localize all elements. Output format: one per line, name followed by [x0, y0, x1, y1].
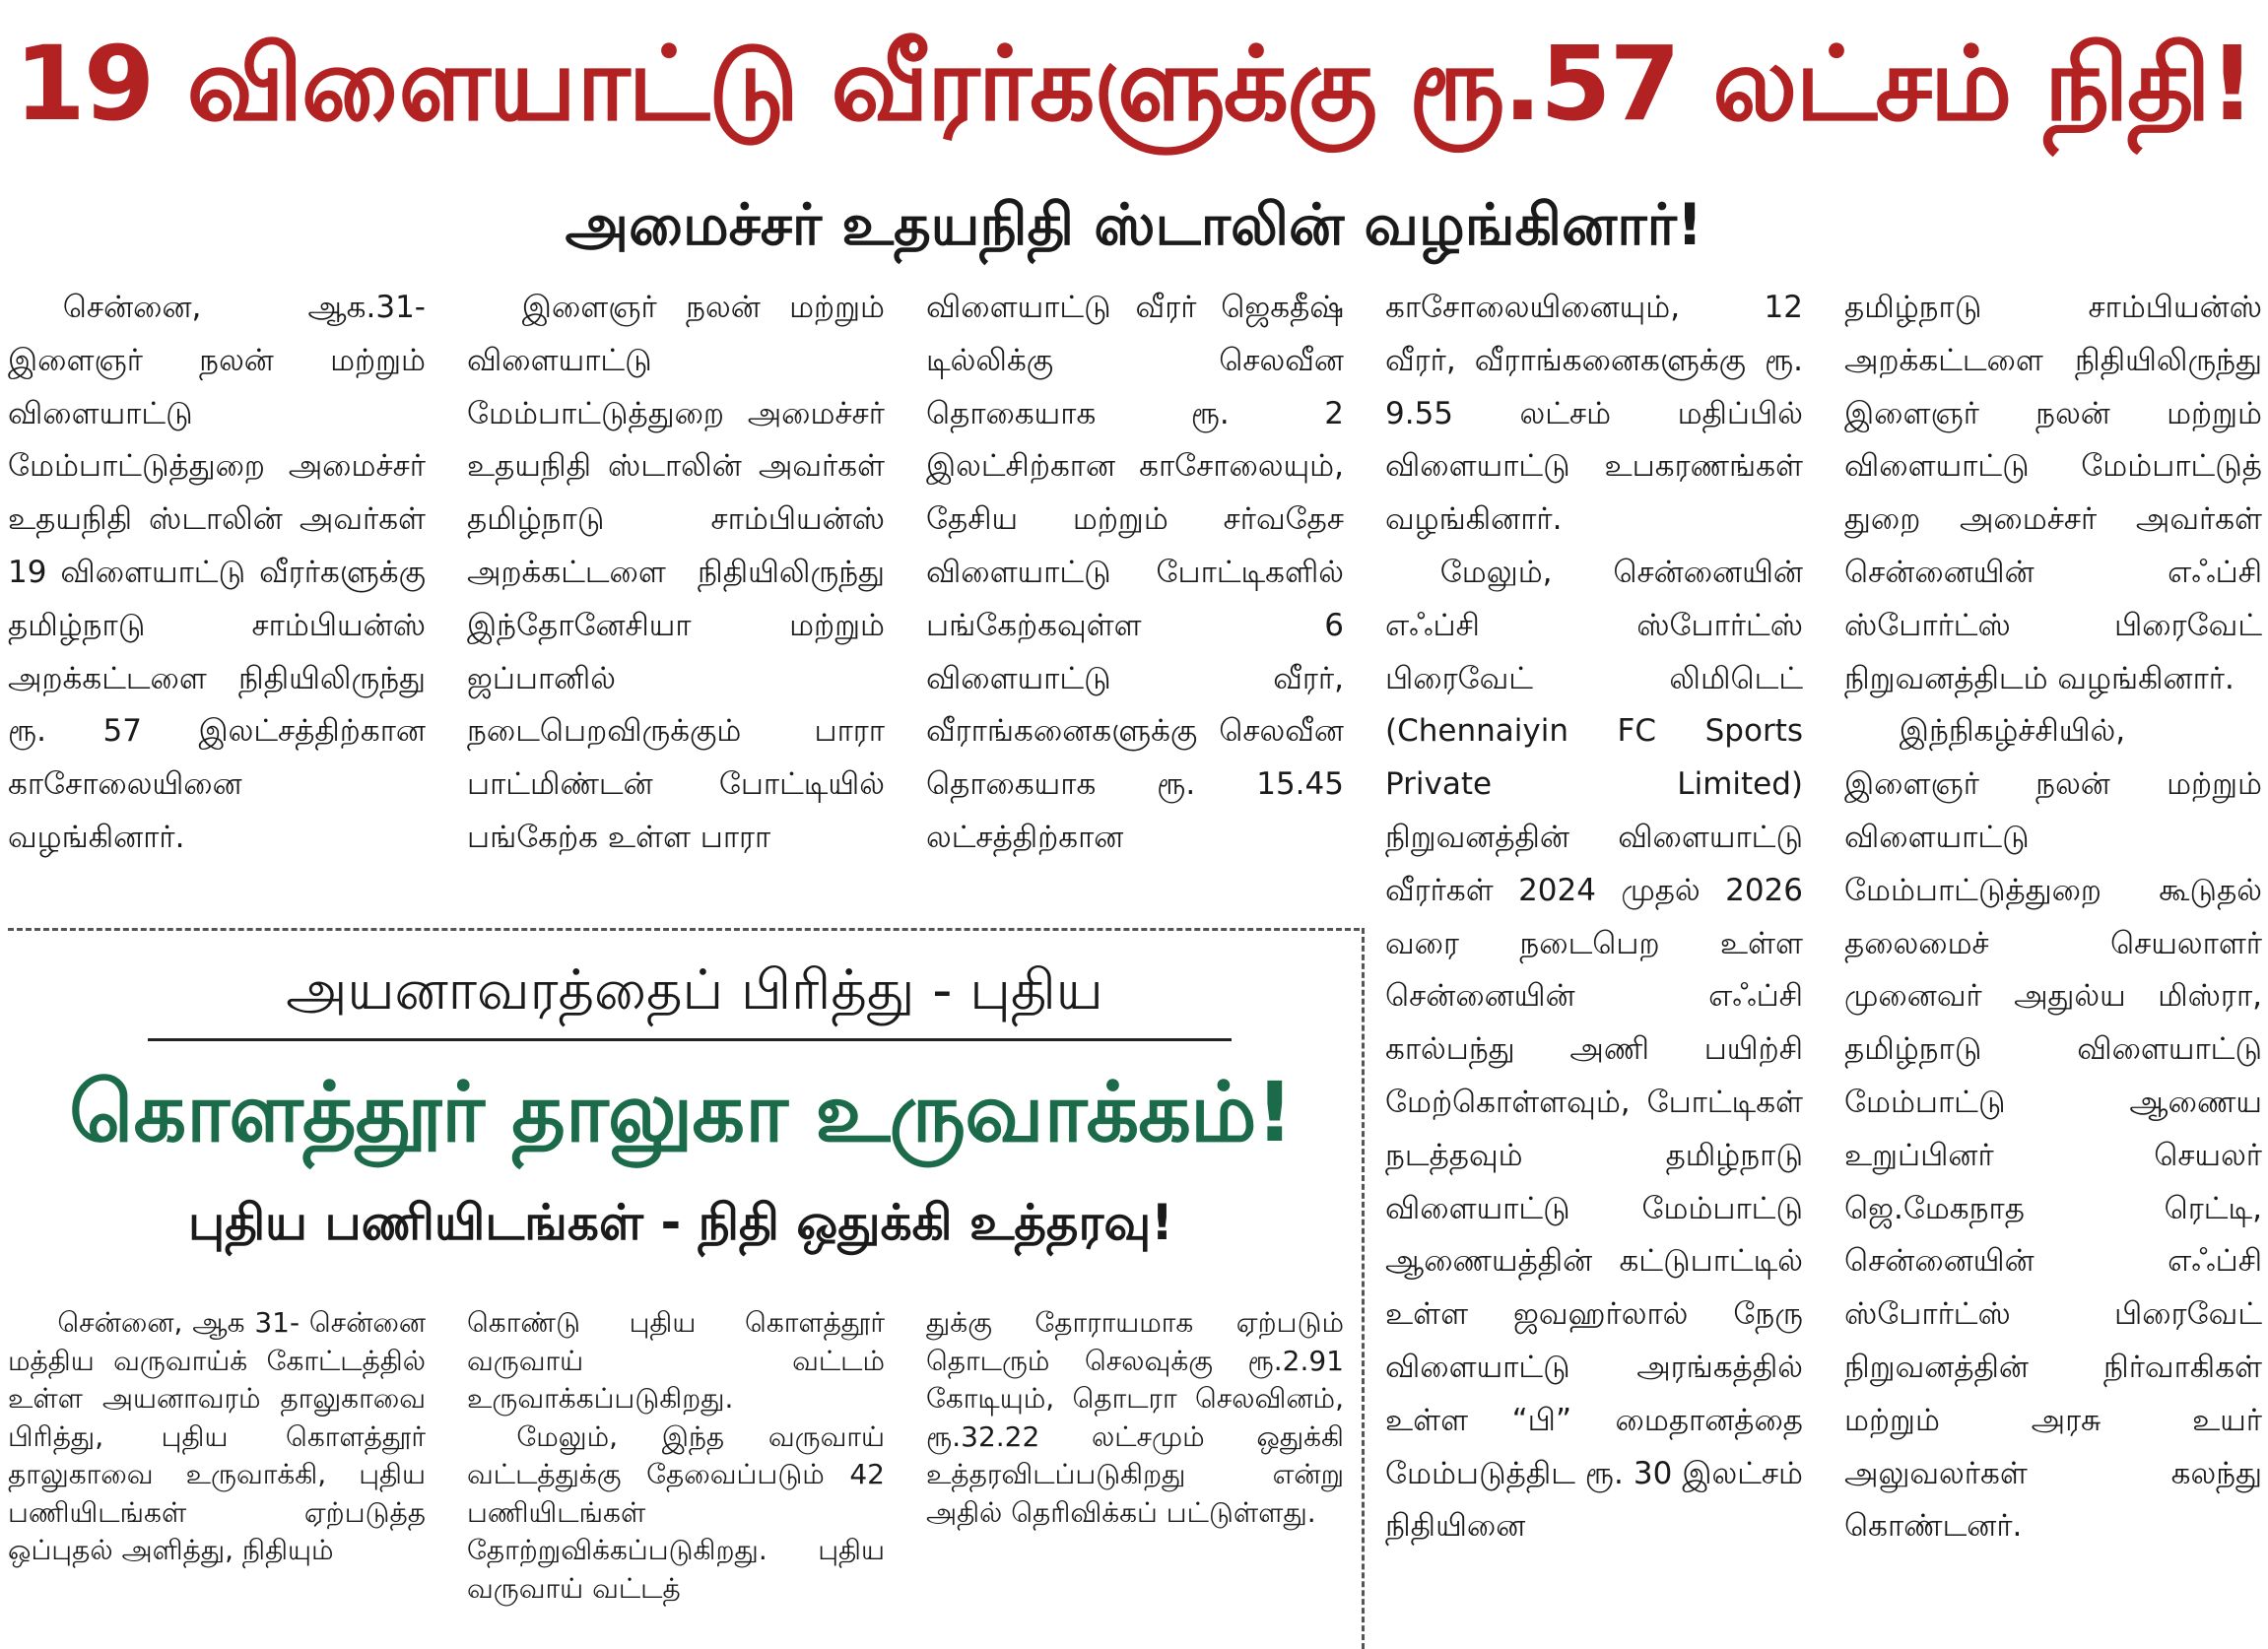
- story2-column-2: [467, 1304, 885, 1649]
- story2-column-3: [926, 1304, 1344, 1649]
- story1-col4-text-2: மேலும், சென்னையின் எஃப்சி ஸ்போர்ட்ஸ் பிரைவேட் லிமிடெட் (Chennaiyin FC Sports Private Limited) நிறுவனத்தின் விளையாட்டு வீரர்கள் 2024 முதல் 2026 வரை நடைபெற உள்ள சென்னையின் எஃப்சி கால்பந்து அணி பயிற்சி மேற்கொள்ளவும், போட்டிகள் நடத்தவும் தமிழ்நாடு விளையாட்டு மேம்பாட்டு ஆணையத்தின் கட்டுபாட்டில் உள்ள ஜவஹர்லால் நேரு விளையாட்டு அரங்கத்தில் உள்ள “பி” மைதானத்தை மேம்படுத்திட ரூ. 30 இலட்சம் நிதியினை: [1385, 554, 1803, 1545]
- column-divider: [1362, 928, 1365, 1649]
- story1-column-3: [926, 282, 1344, 892]
- story2-col2-text-2: மேலும், இந்த வருவாய் வட்டத்துக்கு தேவைப்படும் 42 பணியிடங்கள் தோற்றுவிக்கப்படுகிறது. புதிய வருவாய் வட்டத்: [467, 1419, 885, 1605]
- story1-col1-text: சென்னை, ஆக.31- இளைஞர் நலன் மற்றும் விளையாட்டு மேம்பாட்டுத்துறை அமைச்சர் உதயநிதி ஸ்டாலின் அவர்கள் 19 விளையாட்டு வீரர்களுக்கு தமிழ்நாடு சாம்பியன்ஸ் அறக்கட்டளை நிதியிலிருந்து ரூ. 57 இலட்சத்திற்கான காசோலையினை வழங்கினார்.: [8, 290, 426, 855]
- story2-kicker: அயனாவரத்தைப் பிரித்து - புதிய: [286, 958, 1103, 1022]
- story2-col3-text: துக்கு தோராயமாக ஏற்படும் தொடரும் செலவுக்கு ரூ.2.91 கோடியும், தொடரா செலவினம், ரூ.32.22 லட்சமும் ஒதுக்கி உத்தரவிடப்படுகிறது என்று அதில் தெரிவிக்கப் பட்டுள்ளது.: [926, 1306, 1344, 1529]
- story1-col3-text: விளையாட்டு வீரர் ஜெகதீஷ் டில்லிக்கு செலவீன தொகையாக ரூ. 2 இலட்சிற்கான காசோலையும், தேசிய மற்றும் சர்வதேச விளையாட்டு போட்டிகளில் பங்கேற்கவுள்ள 6 விளையாட்டு வீரர், வீராங்கனைகளுக்கு செலவீன தொகையாக ரூ. 15.45 லட்சத்திற்கான: [926, 290, 1344, 855]
- story1-column-1: [8, 282, 426, 892]
- story2-column-1: [8, 1304, 426, 1649]
- story1-column-5: [1844, 282, 2262, 1645]
- story2-deck: புதிய பணியிடங்கள் - நிதி ஒதுக்கி உத்தரவு!: [188, 1194, 1173, 1251]
- main-subheadline: அமைச்சர் உதயநிதி ஸ்டாலின் வழங்கினார்!: [565, 191, 1703, 258]
- story2-col2-text-1: கொண்டு புதிய கொளத்தூர் வருவாய் வட்டம் உருவாக்கப்படுகிறது.: [467, 1306, 885, 1415]
- story1-column-2: [467, 282, 885, 892]
- main-headline: 19 விளையாட்டு வீரர்களுக்கு ரூ.57 லட்சம் நிதி!: [14, 24, 2254, 144]
- section-divider: [8, 928, 1360, 931]
- story2-kicker-underline: [148, 1038, 1232, 1041]
- story2-col1-text: சென்னை, ஆக 31- சென்னை மத்திய வருவாய்க் கோட்டத்தில் உள்ள அயனாவரம் தாலுகாவை பிரித்து, புதிய கொளத்தூர் தாலுகாவை உருவாக்கி, புதிய பணியிடங்கள் ஏற்படுத்த ஒப்புதல் அளித்து, நிதியும்: [8, 1306, 426, 1566]
- story1-col2-text: இளைஞர் நலன் மற்றும் விளையாட்டு மேம்பாட்டுத்துறை அமைச்சர் உதயநிதி ஸ்டாலின் அவர்கள் தமிழ்நாடு சாம்பியன்ஸ் அறக்கட்டளை நிதியிலிருந்து இந்தோனேசியா மற்றும் ஜப்பானில் நடைபெறவிருக்கும் பாரா பாட்மிண்டன் போட்டியில் பங்கேற்க உள்ள பாரா: [467, 290, 885, 855]
- story1-col5-text-2: இந்நிகழ்ச்சியில், இளைஞர் நலன் மற்றும் விளையாட்டு மேம்பாட்டுத்துறை கூடுதல் தலைமைச் செயலாளர் முனைவர் அதுல்ய மிஸ்ரா, தமிழ்நாடு விளையாட்டு மேம்பாட்டு ஆணைய உறுப்பினர் செயலர் ஜெ.மேகநாத ரெட்டி, சென்னையின் எஃப்சி ஸ்போர்ட்ஸ் பிரைவேட் நிறுவனத்தின் நிர்வாகிகள் மற்றும் அரசு உயர் அலுவலர்கள் கலந்து கொண்டனர்.: [1844, 713, 2262, 1545]
- story2-headline: கொளத்தூர் தாலுகா உருவாக்கம்!: [69, 1064, 1293, 1160]
- story1-col4-text-1: காசோலையினையும், 12 வீரர், வீராங்கனைகளுக்கு ரூ. 9.55 லட்சம் மதிப்பில் விளையாட்டு உபகரணங்கள் வழங்கினார்.: [1385, 290, 1803, 538]
- story1-column-4: [1385, 282, 1803, 1645]
- story1-col5-text-1: தமிழ்நாடு சாம்பியன்ஸ் அறக்கட்டளை நிதியிலிருந்து இளைஞர் நலன் மற்றும் விளையாட்டு மேம்பாட்டுத் துறை அமைச்சர் அவர்கள் சென்னையின் எஃப்சி ஸ்போர்ட்ஸ் பிரைவேட் நிறுவனத்திடம் வழங்கினார்.: [1844, 290, 2262, 696]
